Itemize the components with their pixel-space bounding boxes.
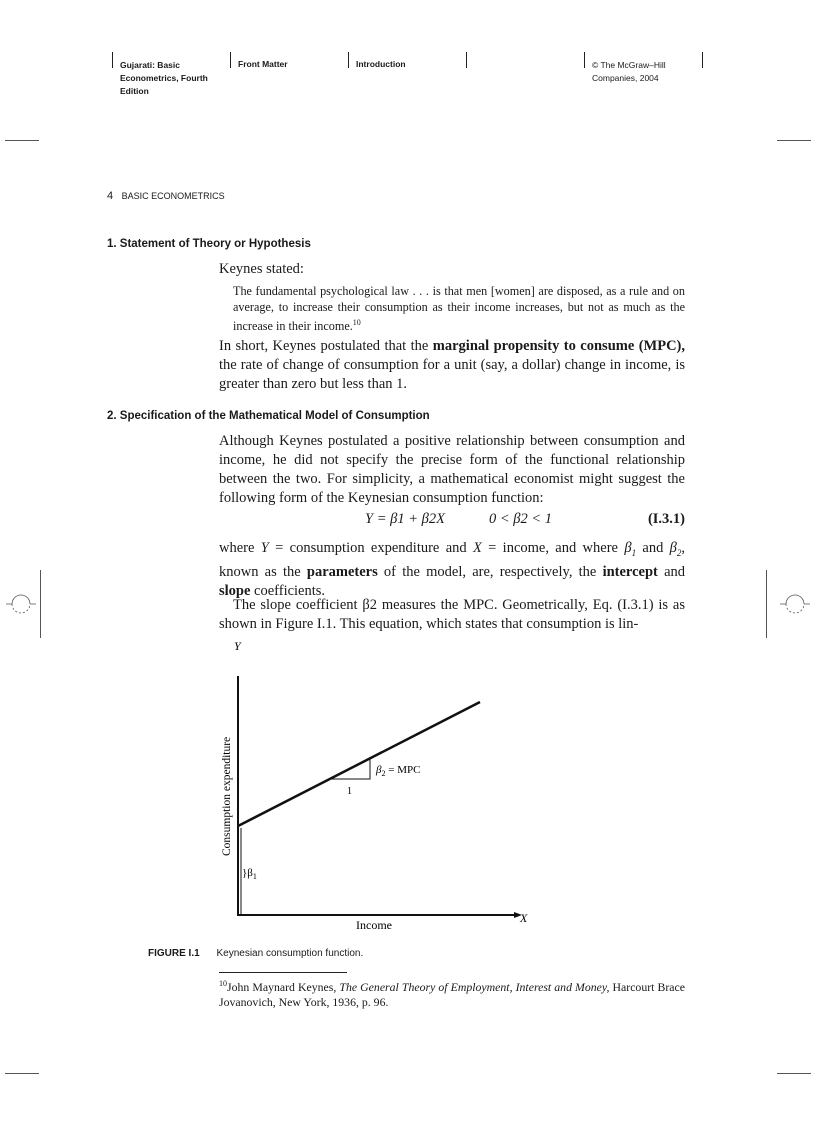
figure-caption	[148, 948, 363, 959]
section-heading: 2. Specification of the Mathematical Model of Consumption	[107, 410, 430, 422]
footnote-book-title: The General Theory of Employment, Interest and Money,	[339, 979, 610, 994]
header-book-title: Gujarati: Basic Econometrics, Fourth Edition	[120, 60, 208, 96]
body-paragraph	[219, 337, 685, 394]
header-divider	[702, 52, 703, 68]
running-head	[107, 190, 225, 202]
quote-text: The fundamental psychological law . . . is that men [women] are disposed, as a rule and on average, to increase their consumption as their income increases, but not as much as the increase in their income.	[233, 284, 685, 334]
text-run: = consumption expenditure and	[268, 540, 473, 556]
text-run: coefficients.	[250, 582, 326, 599]
body-paragraph: Although Keynes postulated a positive relationship between consumption and income, he did not specify the precise form of the functional relationship between the two. For simplicity, a mathematical economist might suggest the following form of the Keynesian consumption function:	[219, 433, 685, 506]
footnote-number: 10	[219, 979, 227, 988]
crop-mark	[40, 570, 41, 638]
x-axis-letter: X	[520, 911, 528, 925]
y-axis-label: Consumption expenditure	[221, 736, 233, 856]
keynesian-consumption-figure	[210, 636, 550, 936]
crop-mark	[5, 1073, 39, 1074]
crop-mark	[777, 1073, 811, 1074]
header-divider	[230, 52, 231, 68]
var-beta2: $\beta_2$	[669, 540, 682, 558]
term-slope: slope	[219, 582, 251, 599]
block-quote	[233, 283, 685, 334]
text-run: = income, and where	[481, 540, 625, 556]
header-divider	[584, 52, 585, 68]
crop-mark	[5, 140, 39, 141]
text-run: where	[219, 540, 261, 556]
equation-number: (I.3.1)	[647, 511, 685, 527]
header-part: Front Matter	[238, 59, 288, 69]
crop-mark	[766, 570, 767, 638]
footnote-author: John Maynard Keynes,	[227, 979, 340, 994]
text-run: , known as the	[219, 540, 686, 580]
consumption-line	[238, 702, 480, 826]
term-parameters: parameters	[306, 563, 378, 580]
footnote	[219, 976, 685, 1010]
equation	[219, 511, 685, 531]
var-beta1: $\beta_1$	[624, 540, 637, 558]
document-header	[112, 52, 704, 102]
header-divider	[348, 52, 349, 68]
text-run: and	[657, 563, 686, 580]
term-intercept: intercept	[602, 563, 658, 580]
x-axis-label: Income	[356, 918, 392, 932]
header-divider	[466, 52, 467, 68]
body-paragraph: The slope coefficient β2 measures the MPC. Geometrically, Eq. (I.3.1) is as shown in Figure I.1. This equation, which states that consumption is lin-	[219, 597, 685, 632]
header-divider	[112, 52, 113, 68]
text-run: of the model, are, respectively, the	[377, 563, 603, 580]
registration-mark-left	[4, 592, 38, 616]
footnote-citation: Harcourt Brace Jovanovich, New York, 1936, p. 96.	[219, 979, 685, 1009]
equation-formula: Y = β1 + β2X	[365, 511, 445, 527]
text-run: In short, Keynes postulated that the	[219, 338, 433, 354]
figure-label: FIGURE I.1	[148, 948, 200, 959]
equation-condition: 0 < β2 < 1	[489, 511, 553, 527]
slope-label: $\beta_2$ = MPC	[376, 764, 421, 778]
body-text: Keynes stated:	[219, 261, 304, 277]
footnote-rule	[219, 972, 347, 973]
run-label: 1	[347, 786, 352, 797]
term-mpc: marginal propensity to consume (MPC),	[432, 338, 685, 354]
var-x: X	[472, 540, 482, 556]
text-run: the rate of change of consumption for a unit (say, a dollar) change in income, is greater than zero but less than 1.	[219, 357, 685, 392]
var-y: Y	[260, 540, 269, 556]
page-number: 4	[107, 190, 114, 202]
crop-mark	[777, 140, 811, 141]
header-copyright: © The McGraw–Hill Companies, 2004	[592, 60, 666, 83]
header-chapter: Introduction	[356, 59, 406, 69]
y-axis-letter: Y	[234, 639, 241, 653]
figure-caption-text: Keynesian consumption function.	[216, 948, 364, 959]
registration-mark-right	[778, 592, 812, 616]
text-run: and	[636, 540, 670, 556]
running-title: BASIC ECONOMETRICS	[121, 191, 225, 201]
footnote-marker: 10	[352, 318, 361, 327]
body-paragraph	[219, 539, 685, 601]
intercept-label: }$\beta_1$	[242, 867, 257, 881]
section-heading: 1. Statement of Theory or Hypothesis	[107, 238, 311, 250]
